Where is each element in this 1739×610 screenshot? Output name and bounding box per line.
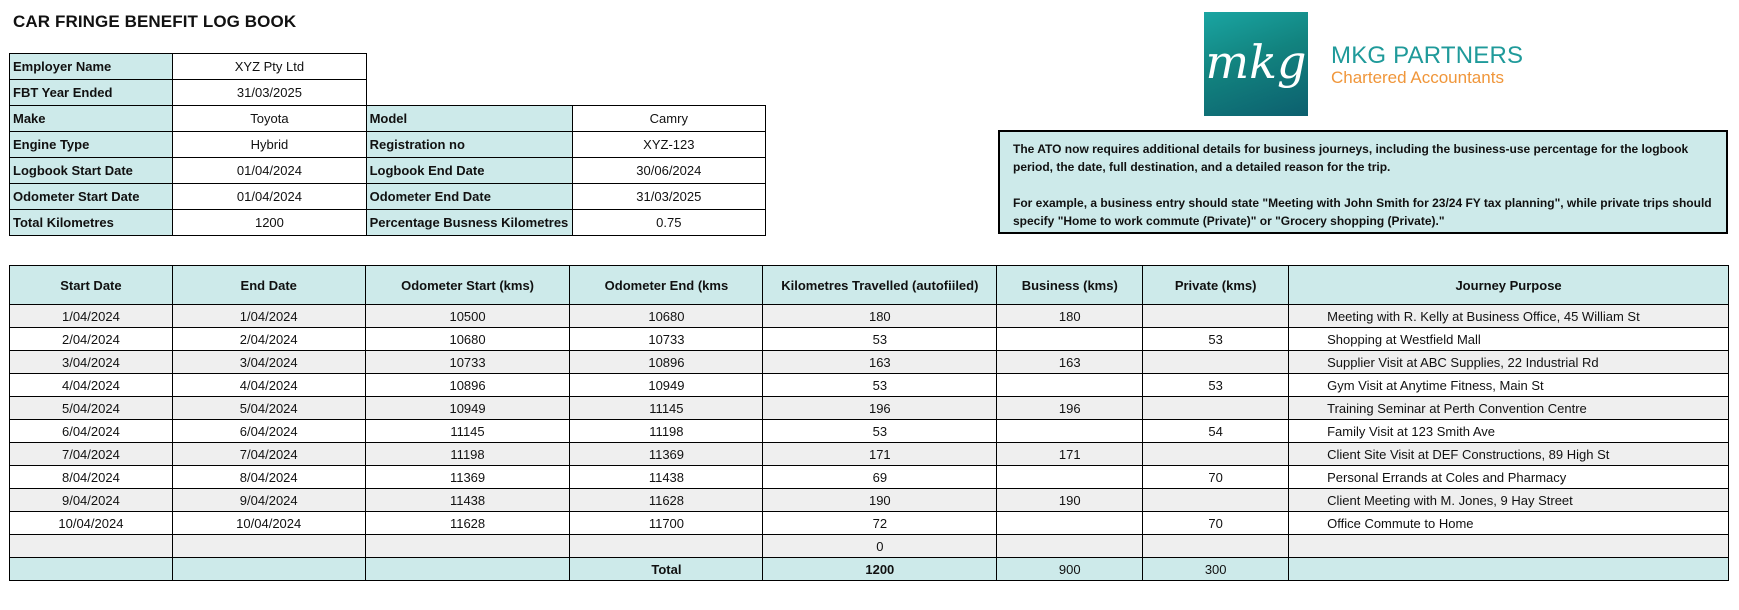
rego-label: Registration no bbox=[366, 132, 572, 158]
odometer-start-cell[interactable]: 11369 bbox=[365, 466, 570, 489]
km-travelled-cell[interactable]: 72 bbox=[763, 512, 997, 535]
business-km-cell[interactable] bbox=[997, 420, 1143, 443]
km-travelled-cell[interactable]: 69 bbox=[763, 466, 997, 489]
km-travelled-cell[interactable]: 53 bbox=[763, 420, 997, 443]
end-date-cell[interactable] bbox=[172, 535, 365, 558]
firm-name: MKG PARTNERS bbox=[1331, 42, 1524, 69]
km-travelled-cell[interactable]: 196 bbox=[763, 397, 997, 420]
employer-value[interactable]: XYZ Pty Ltd bbox=[173, 54, 366, 80]
start-date-cell[interactable]: 7/04/2024 bbox=[10, 443, 173, 466]
total-km-travelled: 1200 bbox=[763, 558, 997, 581]
logbook-end-label: Logbook End Date bbox=[366, 158, 572, 184]
business-km-cell[interactable]: 180 bbox=[997, 305, 1143, 328]
km-travelled-cell[interactable]: 0 bbox=[763, 535, 997, 558]
business-km-cell[interactable] bbox=[997, 328, 1143, 351]
journey-purpose-cell[interactable]: Shopping at Westfield Mall bbox=[1289, 328, 1729, 351]
journey-purpose-cell[interactable]: Family Visit at 123 Smith Ave bbox=[1289, 420, 1729, 443]
business-km-cell[interactable] bbox=[997, 374, 1143, 397]
odometer-start-cell[interactable]: 11145 bbox=[365, 420, 570, 443]
odometer-end-cell[interactable]: 11438 bbox=[570, 466, 763, 489]
col-business-km: Business (kms) bbox=[997, 266, 1143, 305]
odometer-end-label: Odometer End Date bbox=[366, 184, 572, 210]
log-row bbox=[10, 535, 1729, 558]
details-row-fbt bbox=[10, 80, 766, 106]
odometer-end-cell[interactable]: 11145 bbox=[570, 397, 763, 420]
private-km-cell[interactable] bbox=[1143, 443, 1289, 466]
odometer-end-cell[interactable]: 10949 bbox=[570, 374, 763, 397]
private-km-cell[interactable]: 53 bbox=[1143, 328, 1289, 351]
odometer-end-cell[interactable]: 11628 bbox=[570, 489, 763, 512]
business-km-cell[interactable] bbox=[997, 466, 1143, 489]
end-date-cell[interactable]: 1/04/2024 bbox=[172, 305, 365, 328]
engine-value[interactable]: Hybrid bbox=[173, 132, 366, 158]
km-travelled-cell[interactable]: 171 bbox=[763, 443, 997, 466]
fbt-label: FBT Year Ended bbox=[10, 80, 173, 106]
logo-mark: mkg bbox=[1205, 35, 1307, 89]
private-km-cell[interactable] bbox=[1143, 489, 1289, 512]
log-row bbox=[10, 374, 1729, 397]
business-km-cell[interactable]: 190 bbox=[997, 489, 1143, 512]
rego-value[interactable]: XYZ-123 bbox=[572, 132, 765, 158]
business-pct-value[interactable]: 0.75 bbox=[572, 210, 765, 236]
log-total-row bbox=[10, 558, 1729, 581]
end-date-cell[interactable]: 8/04/2024 bbox=[172, 466, 365, 489]
ato-notice-paragraph-2: For example, a business entry should state "Meeting with John Smith for 23/24 FY tax planning", while private trips should specify "Home to work commute (Private)" or "Grocery shopping (Private)." bbox=[1013, 196, 1712, 228]
col-odometer-end: Odometer End (kms bbox=[570, 266, 763, 305]
odometer-end-cell[interactable] bbox=[570, 535, 763, 558]
start-date-cell[interactable]: 9/04/2024 bbox=[10, 489, 173, 512]
end-date-cell[interactable]: 7/04/2024 bbox=[172, 443, 365, 466]
odometer-end-cell[interactable]: 10680 bbox=[570, 305, 763, 328]
private-km-cell[interactable] bbox=[1143, 351, 1289, 374]
mkg-logo bbox=[1204, 12, 1308, 116]
km-travelled-cell[interactable]: 190 bbox=[763, 489, 997, 512]
end-date-cell[interactable]: 2/04/2024 bbox=[172, 328, 365, 351]
col-odometer-start: Odometer Start (kms) bbox=[365, 266, 570, 305]
total-label: Total bbox=[570, 558, 763, 581]
col-end-date: End Date bbox=[172, 266, 365, 305]
start-date-cell[interactable]: 5/04/2024 bbox=[10, 397, 173, 420]
col-start-date: Start Date bbox=[10, 266, 173, 305]
business-km-cell[interactable] bbox=[997, 512, 1143, 535]
details-row-engine bbox=[10, 132, 766, 158]
log-row bbox=[10, 351, 1729, 374]
business-km-cell[interactable]: 163 bbox=[997, 351, 1143, 374]
odometer-start-cell[interactable]: 11438 bbox=[365, 489, 570, 512]
details-row-totals bbox=[10, 210, 766, 236]
end-date-cell[interactable]: 4/04/2024 bbox=[172, 374, 365, 397]
journey-purpose-cell[interactable]: Client Site Visit at DEF Constructions, 89 High St bbox=[1289, 443, 1729, 466]
details-row-employer bbox=[10, 54, 766, 80]
private-km-cell[interactable] bbox=[1143, 535, 1289, 558]
total-business-km: 900 bbox=[997, 558, 1143, 581]
journey-purpose-cell[interactable]: Meeting with R. Kelly at Business Office, 45 William St bbox=[1289, 305, 1729, 328]
journey-purpose-cell[interactable]: Client Meeting with M. Jones, 9 Hay Street bbox=[1289, 489, 1729, 512]
page-title: CAR FRINGE BENEFIT LOG BOOK bbox=[13, 12, 297, 31]
odometer-start-cell[interactable]: 10949 bbox=[365, 397, 570, 420]
log-row bbox=[10, 443, 1729, 466]
log-row bbox=[10, 512, 1729, 535]
odometer-start-cell[interactable]: 10680 bbox=[365, 328, 570, 351]
log-row bbox=[10, 420, 1729, 443]
business-km-cell[interactable]: 171 bbox=[997, 443, 1143, 466]
total-km-label: Total Kilometres bbox=[10, 210, 173, 236]
details-row-make bbox=[10, 106, 766, 132]
journey-purpose-cell[interactable]: Gym Visit at Anytime Fitness, Main St bbox=[1289, 374, 1729, 397]
start-date-cell[interactable]: 6/04/2024 bbox=[10, 420, 173, 443]
start-date-cell[interactable] bbox=[10, 535, 173, 558]
odometer-end-cell[interactable]: 11198 bbox=[570, 420, 763, 443]
total-km-value[interactable]: 1200 bbox=[173, 210, 366, 236]
details-row-odometer bbox=[10, 184, 766, 210]
logbook-start-label: Logbook Start Date bbox=[10, 158, 173, 184]
private-km-cell[interactable]: 70 bbox=[1143, 512, 1289, 535]
private-km-cell[interactable] bbox=[1143, 305, 1289, 328]
odometer-end-cell[interactable]: 11369 bbox=[570, 443, 763, 466]
private-km-cell[interactable]: 54 bbox=[1143, 420, 1289, 443]
odometer-start-label: Odometer Start Date bbox=[10, 184, 173, 210]
km-travelled-cell[interactable]: 53 bbox=[763, 328, 997, 351]
odometer-start-cell[interactable]: 10896 bbox=[365, 374, 570, 397]
ato-notice-box bbox=[998, 130, 1728, 234]
logbook-end-value[interactable]: 30/06/2024 bbox=[572, 158, 765, 184]
business-km-cell[interactable]: 196 bbox=[997, 397, 1143, 420]
employer-label: Employer Name bbox=[10, 54, 173, 80]
col-private-km: Private (kms) bbox=[1143, 266, 1289, 305]
start-date-cell[interactable]: 8/04/2024 bbox=[10, 466, 173, 489]
logbook-start-value[interactable]: 01/04/2024 bbox=[173, 158, 366, 184]
odometer-start-cell[interactable]: 11628 bbox=[365, 512, 570, 535]
start-date-cell[interactable]: 1/04/2024 bbox=[10, 305, 173, 328]
make-value[interactable]: Toyota bbox=[173, 106, 366, 132]
firm-tagline: Chartered Accountants bbox=[1331, 68, 1504, 87]
odometer-start-cell[interactable] bbox=[365, 535, 570, 558]
odometer-end-cell[interactable]: 10733 bbox=[570, 328, 763, 351]
log-row bbox=[10, 397, 1729, 420]
odometer-end-cell[interactable]: 10896 bbox=[570, 351, 763, 374]
journey-purpose-cell[interactable]: Personal Errands at Coles and Pharmacy bbox=[1289, 466, 1729, 489]
odometer-end-value[interactable]: 31/03/2025 bbox=[572, 184, 765, 210]
private-km-cell[interactable]: 53 bbox=[1143, 374, 1289, 397]
col-journey-purpose: Journey Purpose bbox=[1289, 266, 1729, 305]
start-date-cell[interactable]: 3/04/2024 bbox=[10, 351, 173, 374]
journey-purpose-cell[interactable]: Supplier Visit at ABC Supplies, 22 Industrial Rd bbox=[1289, 351, 1729, 374]
business-pct-label: Percentage Busness Kilometres bbox=[366, 210, 572, 236]
log-row bbox=[10, 489, 1729, 512]
logo-wordmark bbox=[1331, 44, 1523, 88]
engine-label: Engine Type bbox=[10, 132, 173, 158]
journey-purpose-cell[interactable] bbox=[1289, 535, 1729, 558]
journey-log-table bbox=[9, 265, 1729, 581]
journey-purpose-cell[interactable]: Office Commute to Home bbox=[1289, 512, 1729, 535]
km-travelled-cell[interactable]: 163 bbox=[763, 351, 997, 374]
col-km-travelled: Kilometres Travelled (autofiiled) bbox=[763, 266, 997, 305]
ato-notice-paragraph-1: The ATO now requires additional details for business journeys, including the business-use percentage for the logbook period, the date, full destination, and a detailed reason for the trip. bbox=[1013, 142, 1689, 174]
end-date-cell[interactable]: 9/04/2024 bbox=[172, 489, 365, 512]
details-row-logbook bbox=[10, 158, 766, 184]
journey-purpose-cell[interactable]: Training Seminar at Perth Convention Centre bbox=[1289, 397, 1729, 420]
private-km-cell[interactable] bbox=[1143, 397, 1289, 420]
log-row bbox=[10, 305, 1729, 328]
model-label: Model bbox=[366, 106, 572, 132]
fbt-value[interactable]: 31/03/2025 bbox=[173, 80, 366, 106]
km-travelled-cell[interactable]: 180 bbox=[763, 305, 997, 328]
end-date-cell[interactable]: 10/04/2024 bbox=[172, 512, 365, 535]
private-km-cell[interactable]: 70 bbox=[1143, 466, 1289, 489]
odometer-start-cell[interactable]: 10733 bbox=[365, 351, 570, 374]
vehicle-details-table bbox=[9, 53, 766, 236]
start-date-cell[interactable]: 2/04/2024 bbox=[10, 328, 173, 351]
odometer-start-cell[interactable]: 10500 bbox=[365, 305, 570, 328]
log-header-row bbox=[10, 266, 1729, 305]
total-private-km: 300 bbox=[1143, 558, 1289, 581]
start-date-cell[interactable]: 10/04/2024 bbox=[10, 512, 173, 535]
log-row bbox=[10, 466, 1729, 489]
odometer-end-cell[interactable]: 11700 bbox=[570, 512, 763, 535]
business-km-cell[interactable] bbox=[997, 535, 1143, 558]
end-date-cell[interactable]: 5/04/2024 bbox=[172, 397, 365, 420]
end-date-cell[interactable]: 3/04/2024 bbox=[172, 351, 365, 374]
odometer-start-cell[interactable]: 11198 bbox=[365, 443, 570, 466]
model-value[interactable]: Camry bbox=[572, 106, 765, 132]
log-row bbox=[10, 328, 1729, 351]
odometer-start-value[interactable]: 01/04/2024 bbox=[173, 184, 366, 210]
end-date-cell[interactable]: 6/04/2024 bbox=[172, 420, 365, 443]
km-travelled-cell[interactable]: 53 bbox=[763, 374, 997, 397]
make-label: Make bbox=[10, 106, 173, 132]
start-date-cell[interactable]: 4/04/2024 bbox=[10, 374, 173, 397]
